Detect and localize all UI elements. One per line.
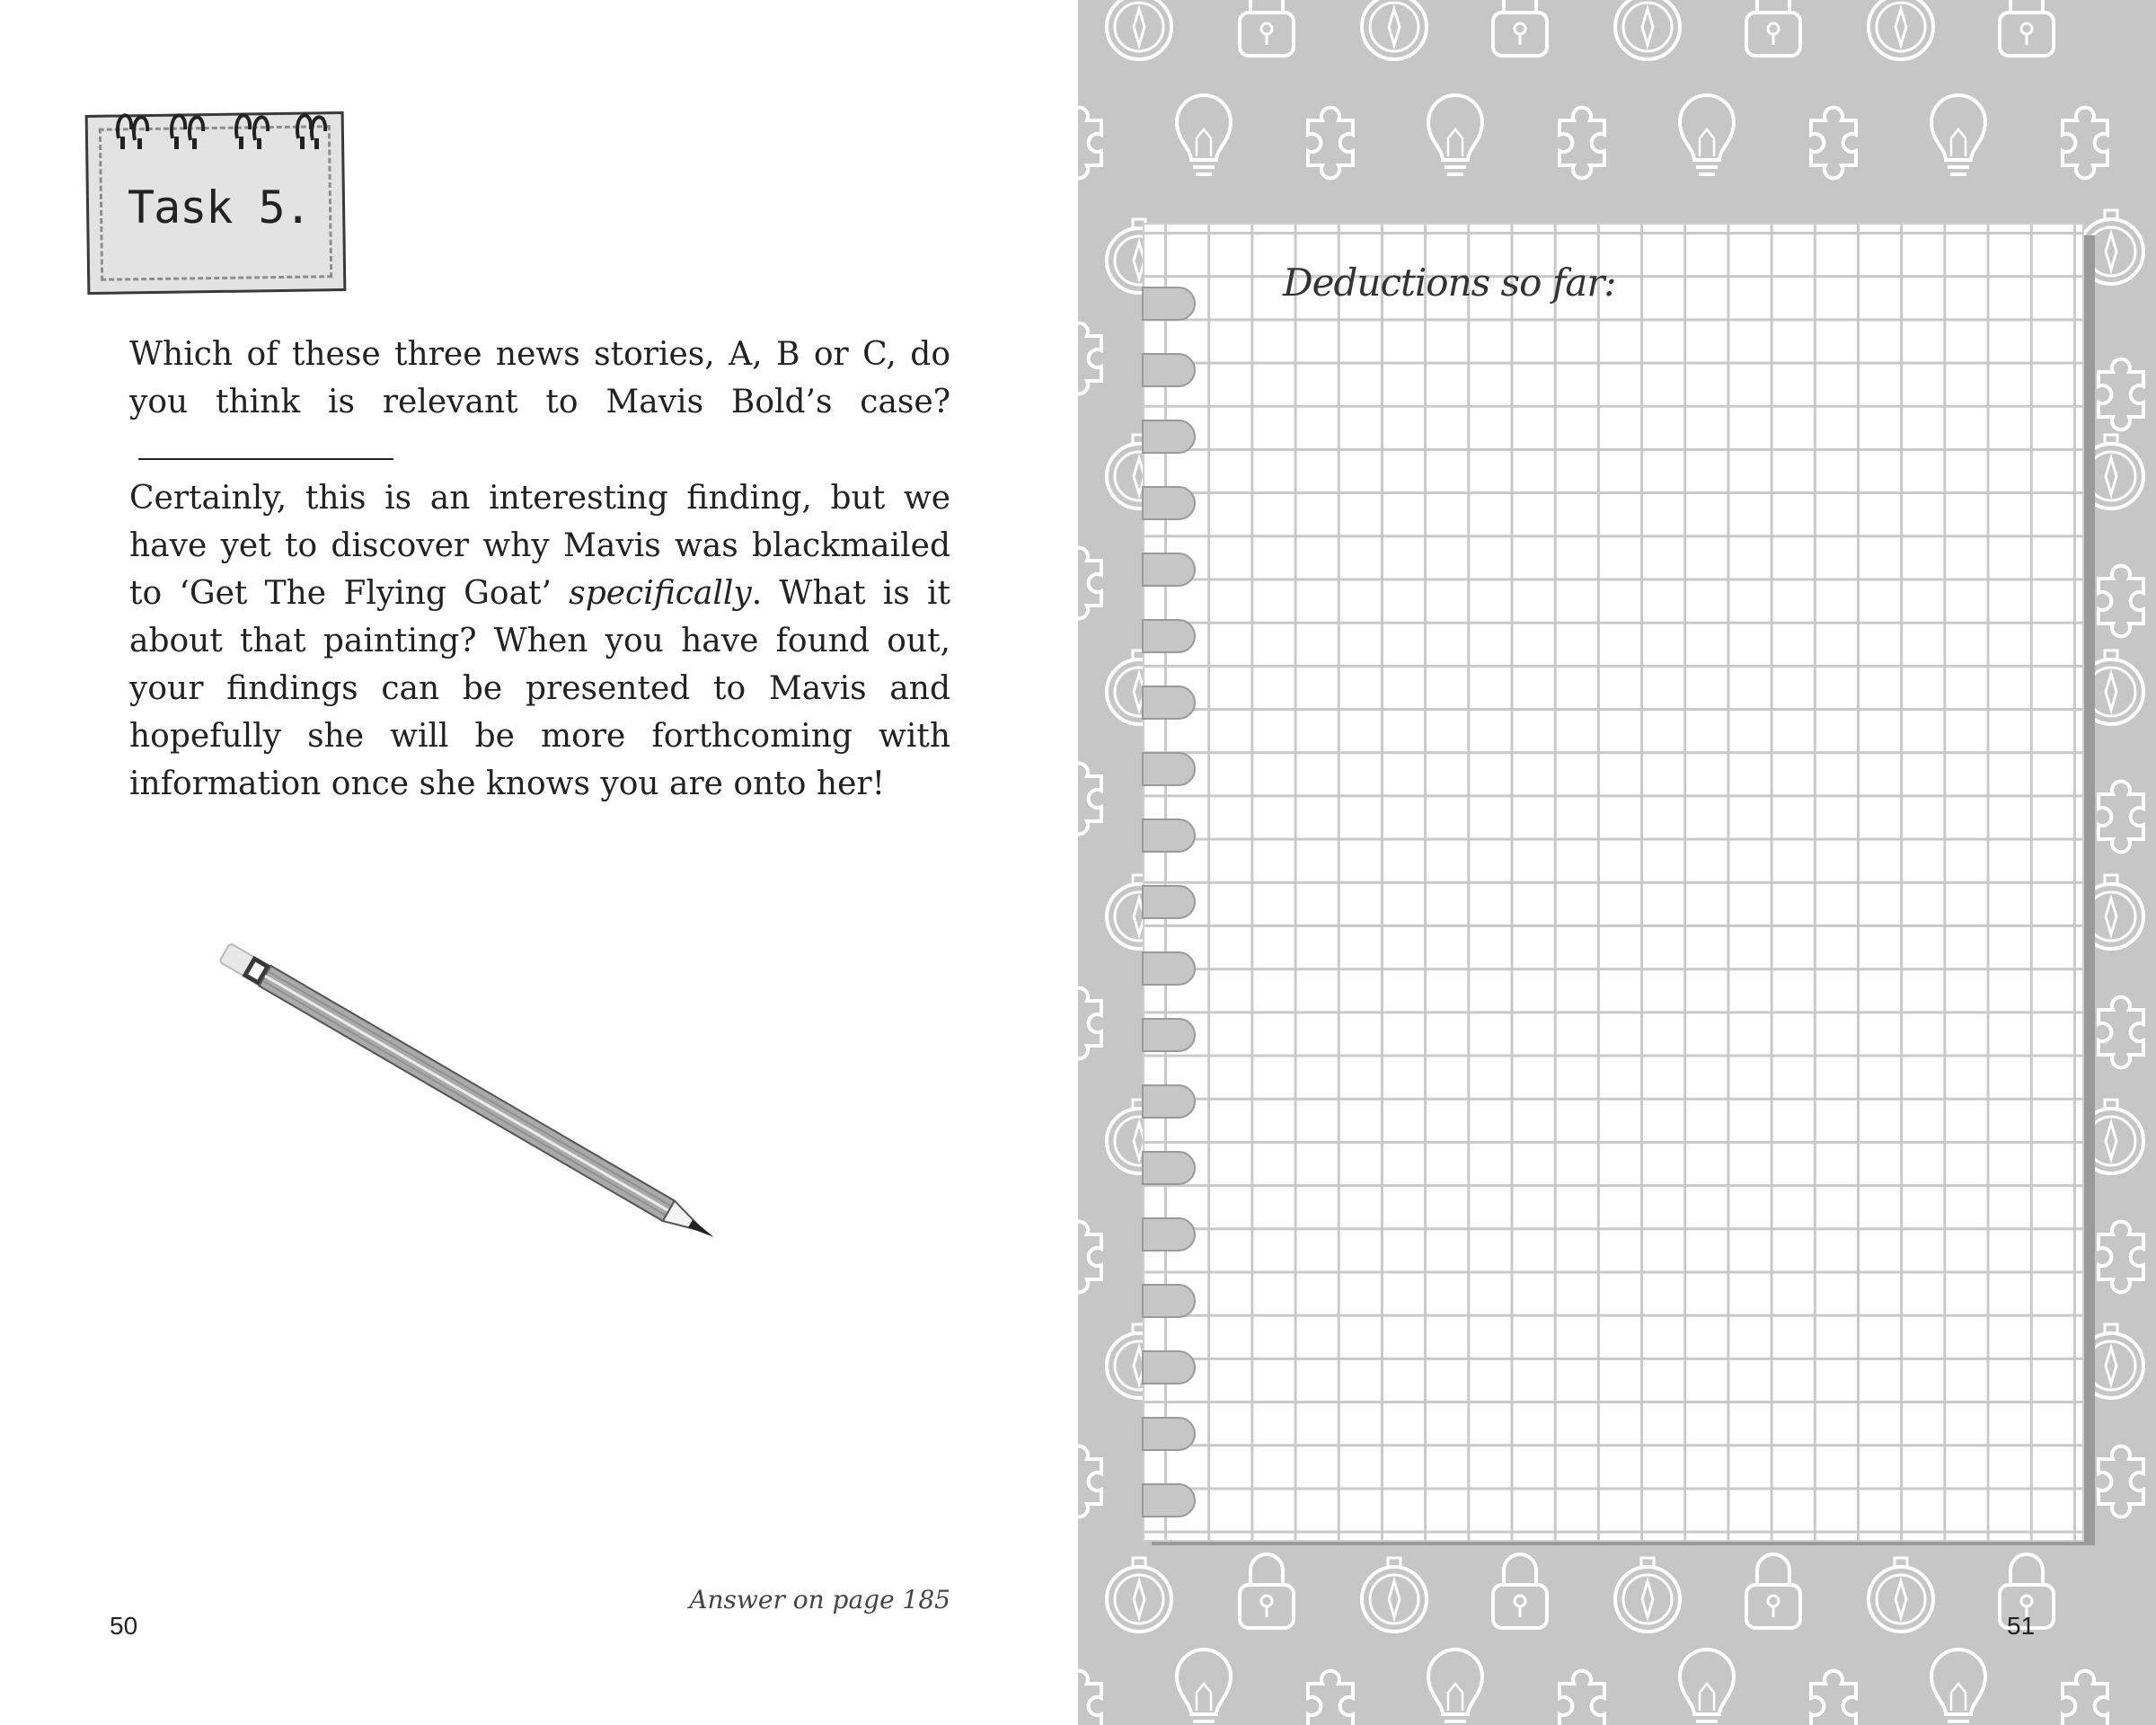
paragraph-emphasis: specifically [569, 575, 752, 612]
answer-blank[interactable] [138, 437, 393, 460]
question-sentence: Which of these three news stories, A, B or C, do you think is relevant to Mavis Bold’s case? [129, 336, 950, 420]
page-number-left: 50 [110, 1612, 138, 1640]
paragraph-start: Certainly, this is an interesting finding, but we have yet to discover why Mavis was blackmailed to ‘Get The Flying Goat’ [129, 480, 950, 612]
paragraph-end: . What is it about that painting? When you have found out, your findings can be presented to Mavis and hopefully she will be more forthcoming with information once she knows you are onto her! [129, 575, 950, 802]
grid-notepad[interactable] [1143, 223, 2084, 1542]
notepad-heading: Deductions so far: [1283, 261, 1616, 305]
spiral-rings-icon [101, 102, 343, 151]
page-number-right: 51 [2007, 1612, 2036, 1640]
pencil-icon [198, 916, 791, 1258]
answer-note: Answer on page 185 [689, 1585, 950, 1614]
question-text [129, 331, 950, 473]
task-title: Task 5. [128, 181, 311, 234]
spiral-holes-icon [1134, 261, 1206, 1518]
body-paragraph [129, 474, 950, 808]
